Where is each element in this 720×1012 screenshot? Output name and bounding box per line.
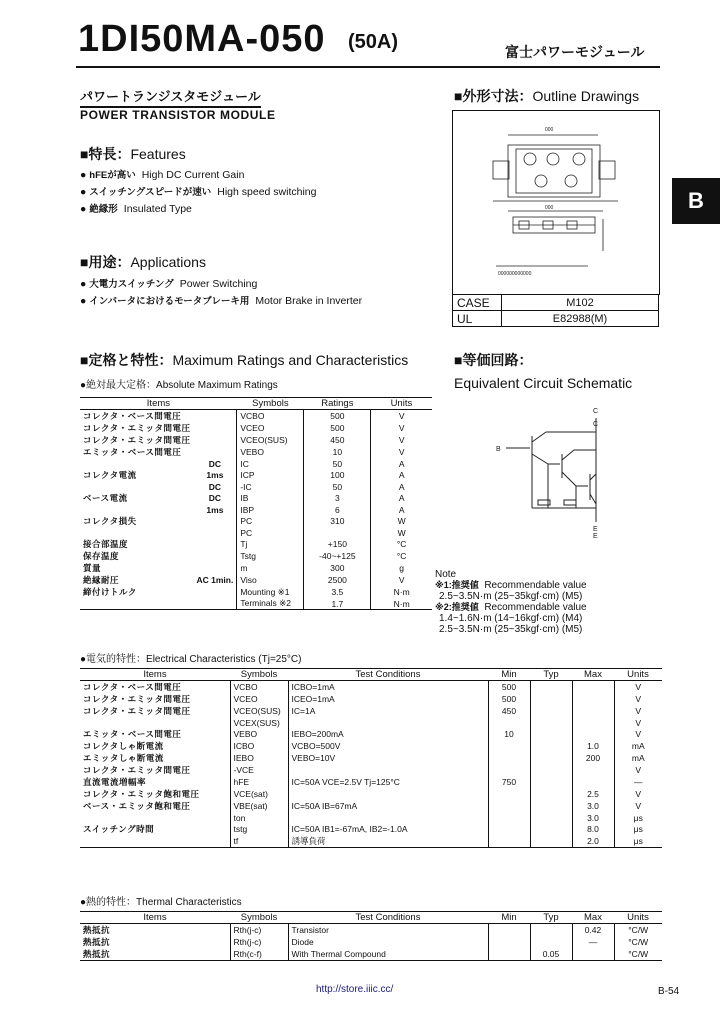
circuit-label: B (496, 446, 501, 453)
table-cell: hFE (230, 776, 288, 788)
table-cell: -IC (237, 481, 304, 492)
thermal-heading: ●熱的特性：Thermal Characteristics (80, 897, 242, 908)
table-cell: 6 (304, 504, 371, 515)
table-cell: V (614, 764, 662, 776)
table-cell: ベース・エミッタ飽和電圧 (83, 801, 191, 811)
circuit-svg (490, 404, 650, 544)
table-cell (288, 788, 488, 800)
abs-max-heading: ●絶対最大定格：Absolute Maximum Ratings (80, 380, 278, 391)
table-cell: 熱抵抗 (80, 948, 230, 961)
table-cell: 10 (488, 728, 530, 740)
notes: Note ※1:推奨値 Recommendable value 2.5~3.5N·m (25~35kgf·cm) (M5) ※2:推奨値 Recommendable value 1.4~1.6N·m (14~16kgf·cm) (M4) 2.5~3.5N·m (25~35kgf·cm) (M5) (435, 569, 587, 635)
table-cell: 3.5 (304, 586, 371, 598)
table-row (80, 458, 432, 469)
table-cell (194, 550, 237, 562)
table-cell: Tj (237, 538, 304, 550)
table-cell: A (371, 469, 432, 481)
table-cell: コレクタ・ベース間電圧 (83, 682, 182, 692)
table-row (80, 562, 432, 574)
table-cell: mA (614, 752, 662, 764)
table-cell (194, 515, 237, 527)
table-cell: μs (614, 835, 662, 848)
table-cell: エミッタ・ベース間電圧 (83, 447, 182, 457)
table-cell: 200 (572, 752, 614, 764)
table-row (80, 835, 662, 848)
table-cell: With Thermal Compound (288, 948, 488, 961)
circuit-label: C (593, 408, 599, 415)
features-heading (80, 144, 186, 164)
electrical-table: Items Symbols Test Conditions Min Typ Max Units コレクタ・ベース間電圧 VCBO ICBO=1mA 500 V コレクタ・エミッタ間電圧 VCEO ICEO=1mA 500 V コレクタ・エミッタ間電圧 VCEO(SUS) IC=1A 450 V VCEX(SUS) V エミッタ・ベース間電圧 VEBO IEBO=200mA 10 V コレクタしゃ断電流 ICBO VCBO=500V 1.0 mA エミッタしゃ断電流 IEBO VEBO=10V 200 mA コレクタ・エミッタ間電圧 -VCE V 直流電流増幅率 hFE IC=50A VCE=2.5V Tj=125°C 750 — コレクタ・エミッタ飽和電圧 VCE(sat) 2.5 V ベース・エミッタ飽和電圧 VBE(sat) IC=50A IB=67mA 3.0 V ton 3.0 μs スイッチング時間 tstg IC=50A IB1=-67mA, IB2=-1.0A 8.0 μs tf 誘導負荷 2.0 μs (80, 668, 662, 848)
circuit-heading-jp: ■等価回路： (454, 352, 533, 368)
table-cell: ton (230, 812, 288, 823)
table-cell (530, 740, 572, 752)
table-row (80, 681, 662, 694)
table-cell: 接合部温度 (83, 539, 129, 549)
table-cell (194, 410, 237, 423)
table-cell: μs (614, 823, 662, 835)
table-cell: スイッチング時間 (83, 824, 155, 834)
table-cell (488, 717, 530, 728)
table-cell (530, 800, 572, 812)
table-cell (488, 800, 530, 812)
table-row (80, 776, 662, 788)
table-cell (530, 924, 572, 937)
table-cell: 500 (488, 693, 530, 705)
table-cell (572, 728, 614, 740)
table-cell: VEBO (230, 728, 288, 740)
svg-text:000: 000 (545, 205, 554, 211)
table-cell: — (614, 776, 662, 788)
table-cell: VCEO(SUS) (230, 705, 288, 717)
table-cell (488, 740, 530, 752)
table-cell: V (614, 693, 662, 705)
table-cell: DC (208, 493, 222, 503)
table-cell: Rth(j-c) (230, 924, 288, 937)
table-cell: 3 (304, 492, 371, 504)
outline-drawing (452, 110, 660, 295)
table-cell (530, 812, 572, 823)
table-cell: 1ms (206, 470, 224, 480)
table-cell: +150 (304, 538, 371, 550)
table-cell (488, 823, 530, 835)
table-cell: VEBO=10V (288, 752, 488, 764)
table-cell: 500 (488, 681, 530, 694)
table-cell: N·m (371, 598, 432, 610)
table-cell: tstg (230, 823, 288, 835)
table-cell: VCBO=500V (288, 740, 488, 752)
table-cell: ICP (237, 469, 304, 481)
page-number: B-54 (658, 986, 680, 997)
table-cell: IC=50A IB1=-67mA, IB2=-1.0A (288, 823, 488, 835)
table-cell: IC=50A VCE=2.5V Tj=125°C (288, 776, 488, 788)
table-cell: 310 (304, 515, 371, 527)
table-cell: エミッタしゃ断電流 (83, 753, 164, 763)
table-cell: 100 (304, 469, 371, 481)
electrical-heading: ●電気的特性：Electrical Characteristics (Tj=25°C) (80, 654, 302, 665)
table-row (80, 948, 662, 961)
table-cell (572, 776, 614, 788)
table-cell (572, 693, 614, 705)
table-row (80, 800, 662, 812)
table-row (80, 446, 432, 458)
table-cell: 2.0 (572, 835, 614, 848)
section-tab: B (672, 178, 720, 224)
applications-list (80, 276, 362, 310)
table-cell: DC (208, 458, 222, 469)
table-row (80, 752, 662, 764)
table-cell: 熱抵抗 (83, 925, 111, 935)
table-cell: °C (371, 538, 432, 550)
circuit-heading-en: Equivalent Circuit Schematic (454, 375, 633, 391)
footer-link[interactable]: http://store.iiic.cc/ (316, 984, 394, 995)
table-cell: 1.7 (304, 598, 371, 610)
table-cell: -40~+125 (304, 550, 371, 562)
table-row (80, 469, 432, 481)
table-cell (488, 924, 530, 937)
table-cell: V (371, 410, 432, 423)
table-cell: V (614, 788, 662, 800)
table-cell: ICBO=1mA (288, 681, 488, 694)
table-cell (194, 598, 237, 610)
table-cell: V (614, 717, 662, 728)
table-cell: VCBO (230, 681, 288, 694)
table-cell: V (371, 574, 432, 586)
applications-heading: ■用途：Applications (80, 254, 206, 270)
table-cell: IB (237, 492, 304, 504)
table-row (80, 538, 432, 550)
table-cell: — (572, 936, 614, 948)
table-row (80, 598, 432, 610)
table-cell (194, 434, 237, 446)
table-cell: ICBO (230, 740, 288, 752)
table-row (80, 515, 432, 527)
table-cell: N·m (371, 586, 432, 598)
table-cell: 0.05 (530, 948, 572, 961)
features-list (80, 167, 316, 218)
table-cell: ICEO=1mA (288, 693, 488, 705)
table-cell (304, 527, 371, 538)
table-cell: Viso (237, 574, 304, 586)
table-cell: V (371, 446, 432, 458)
thermal-table: Items Symbols Test Conditions Min Typ Max Units 熱抵抗 Rth(j-c) Transistor 0.42 °C/W 熱抵抗 Rth(j-c) Diode — °C/W 熱抵抗 Rth(c-f) With Thermal Compound 0.05 °C/W (80, 911, 662, 961)
svg-text:000000000000: 000000000000 (498, 271, 532, 277)
table-cell: VBE(sat) (230, 800, 288, 812)
table-cell: VCE(sat) (230, 788, 288, 800)
table-cell (288, 717, 488, 728)
table-cell (80, 812, 230, 823)
table-cell: W (371, 527, 432, 538)
table-cell: 1.0 (572, 740, 614, 752)
table-row (80, 422, 432, 434)
table-cell: 2500 (304, 574, 371, 586)
table-cell: 50 (304, 481, 371, 492)
table-cell: 保存温度 (83, 551, 120, 561)
table-cell (488, 936, 530, 948)
table-cell: Rth(j-c) (230, 936, 288, 948)
table-cell (80, 598, 194, 610)
table-cell: V (371, 434, 432, 446)
table-cell: 絶縁耐圧 (83, 575, 120, 585)
table-cell: V (614, 728, 662, 740)
table-cell (530, 752, 572, 764)
features-heading-jp: ■特長： (80, 146, 131, 162)
table-row (80, 740, 662, 752)
table-cell (288, 812, 488, 823)
table-cell (572, 705, 614, 717)
table-cell (488, 812, 530, 823)
table-cell (572, 764, 614, 776)
table-cell: A (371, 504, 432, 515)
table-cell: ベース電流 (83, 493, 128, 503)
table-cell (530, 681, 572, 694)
ratings-table: Items Symbols Ratings Units コレクタ・ベース間電圧 VCBO 500 V コレクタ・エミッタ間電圧 VCEO 500 V コレクタ・エミッタ間電圧 VCEO(SUS) 450 V エミッタ・ベース間電圧 VEBO 10 V DC IC 50 A コレクタ電流 1ms ICP 100 A DC -IC 50 A ベース電流 DC IB 3 A 1ms IBP 6 A コレクタ損失 PC 310 W PC W 接合部温度 Tj +150 °C 保存温度 Tstg -40~+125 °C 質量 m 300 g 絶縁耐圧 AC 1min. Viso 2500 V 締付けトルク Mounting ※1 3.5 N·m Terminals ※2 1.7 N·m (80, 397, 432, 610)
table-row (80, 693, 662, 705)
maker-name: 富士パワーモジュール (505, 44, 645, 60)
list-item: ● スイッチングスピードが速い High speed switching (80, 186, 317, 198)
table-cell: 3.0 (572, 812, 614, 823)
table-cell: 450 (304, 434, 371, 446)
table-cell (488, 835, 530, 848)
table-cell: 10 (304, 446, 371, 458)
table-cell (530, 705, 572, 717)
table-cell (194, 562, 237, 574)
list-item: ● インバータにおけるモータブレーキ用 Motor Brake in Inverter (80, 295, 363, 307)
table-cell (488, 764, 530, 776)
table-cell: g (371, 562, 432, 574)
table-cell (80, 458, 194, 469)
case-table: CASE M102 UL E82988(M) (452, 294, 659, 327)
table-cell: V (614, 800, 662, 812)
table-cell: 誘導負荷 (288, 835, 488, 848)
table-cell: VCEO(SUS) (237, 434, 304, 446)
table-row (80, 434, 432, 446)
table-cell (530, 823, 572, 835)
table-row (80, 586, 432, 598)
table-cell: Mounting ※1 (237, 586, 304, 598)
product-title-en: POWER TRANSISTOR MODULE (80, 108, 276, 122)
equivalent-circuit (490, 404, 650, 549)
table-cell: DC (208, 481, 222, 492)
table-cell: V (371, 422, 432, 434)
table-cell: Tstg (237, 550, 304, 562)
table-cell (80, 481, 194, 492)
table-cell (194, 446, 237, 458)
table-cell: 50 (304, 458, 371, 469)
table-cell (488, 752, 530, 764)
table-cell: コレクタしゃ断電流 (83, 741, 164, 751)
table-row (80, 728, 662, 740)
table-cell (488, 948, 530, 961)
table-cell (288, 764, 488, 776)
table-cell: 300 (304, 562, 371, 574)
outline-heading: ■外形寸法：Outline Drawings (454, 88, 640, 104)
table-row (80, 717, 662, 728)
table-cell: 8.0 (572, 823, 614, 835)
part-number: 1DI50MA-050 (78, 18, 326, 60)
table-cell: A (371, 481, 432, 492)
table-cell: Rth(c-f) (230, 948, 288, 961)
table-cell (572, 681, 614, 694)
table-cell (530, 788, 572, 800)
table-cell: IEBO (230, 752, 288, 764)
table-cell: コレクタ・エミッタ間電圧 (83, 706, 191, 716)
current-rating: (50A) (348, 31, 399, 53)
title-divider (76, 66, 660, 68)
table-cell: μs (614, 812, 662, 823)
table-row (80, 527, 432, 538)
svg-text:000: 000 (545, 127, 554, 133)
table-cell: V (614, 705, 662, 717)
table-cell: Terminals ※2 (237, 598, 304, 610)
table-cell: A (371, 458, 432, 469)
table-cell (488, 788, 530, 800)
circuit-label: E (593, 526, 598, 533)
table-cell (194, 538, 237, 550)
table-cell: 熱抵抗 (83, 937, 111, 947)
table-row (80, 764, 662, 776)
ratings-heading: ■定格と特性：Maximum Ratings and Characteristics (80, 352, 409, 368)
outline-drawing-svg (453, 111, 659, 295)
table-cell (80, 527, 194, 538)
table-cell: 0.42 (572, 924, 614, 937)
table-cell (530, 693, 572, 705)
table-cell: VCBO (237, 410, 304, 423)
table-cell: コレクタ・エミッタ間電圧 (83, 765, 191, 775)
table-cell: °C/W (614, 924, 662, 937)
circuit-label: E (593, 533, 598, 540)
table-cell: VEBO (237, 446, 304, 458)
table-cell (572, 717, 614, 728)
table-cell: IC (237, 458, 304, 469)
table-cell: コレクタ・エミッタ飽和電圧 (83, 789, 200, 799)
table-row (80, 812, 662, 823)
list-item: ● hFEが高い High DC Current Gain (80, 169, 245, 181)
table-cell: W (371, 515, 432, 527)
table-cell: °C (371, 550, 432, 562)
table-cell: Transistor (288, 924, 488, 937)
table-cell: °C/W (614, 936, 662, 948)
table-cell: Diode (288, 936, 488, 948)
table-cell (530, 717, 572, 728)
features-heading-en: Features (130, 146, 186, 162)
table-cell (194, 422, 237, 434)
product-title-jp: パワートランジスタモジュール (80, 86, 261, 108)
table-cell (530, 728, 572, 740)
table-row (80, 705, 662, 717)
table-cell: IC=50A IB=67mA (288, 800, 488, 812)
table-cell: コレクタ・エミッタ間電圧 (83, 694, 191, 704)
table-cell (80, 504, 194, 515)
table-cell (530, 764, 572, 776)
table-row (80, 574, 432, 586)
list-item: ● 絶縁形 Insulated Type (80, 203, 192, 215)
table-cell (80, 835, 230, 848)
table-cell (80, 717, 230, 728)
table-cell: mA (614, 740, 662, 752)
table-cell: コレクタ・ベース間電圧 (83, 411, 182, 421)
table-cell: 500 (304, 410, 371, 423)
table-cell: m (237, 562, 304, 574)
table-cell (194, 586, 237, 598)
table-cell: °C/W (614, 948, 662, 961)
table-cell: IC=1A (288, 705, 488, 717)
table-cell: 1ms (206, 504, 224, 515)
table-cell: 750 (488, 776, 530, 788)
table-row (80, 788, 662, 800)
table-cell: IEBO=200mA (288, 728, 488, 740)
table-cell: 450 (488, 705, 530, 717)
table-cell: AC 1min. (196, 575, 234, 585)
table-cell: -VCE (230, 764, 288, 776)
table-cell: エミッタ・ベース間電圧 (83, 729, 182, 739)
table-cell: tf (230, 835, 288, 848)
circuit-label: C (593, 421, 599, 428)
table-cell: コレクタ・エミッタ間電圧 (83, 423, 191, 433)
table-cell: コレクタ電流 (83, 470, 137, 480)
table-cell: VCEX(SUS) (230, 717, 288, 728)
table-cell: 2.5 (572, 788, 614, 800)
table-cell: PC (237, 527, 304, 538)
table-row (80, 492, 432, 504)
table-row (80, 504, 432, 515)
table-row (80, 924, 662, 937)
table-row (80, 823, 662, 835)
table-cell (572, 948, 614, 961)
table-cell: IBP (237, 504, 304, 515)
table-cell: A (371, 492, 432, 504)
list-item: ● 大電力スイッチング Power Switching (80, 278, 258, 290)
table-cell: 3.0 (572, 800, 614, 812)
table-cell: VCEO (237, 422, 304, 434)
table-cell: PC (237, 515, 304, 527)
table-cell (530, 835, 572, 848)
table-cell: 500 (304, 422, 371, 434)
table-cell: 質量 (83, 563, 102, 573)
table-row (80, 550, 432, 562)
table-cell (194, 527, 237, 538)
table-cell (530, 776, 572, 788)
table-cell: コレクタ損失 (83, 516, 137, 526)
table-cell: コレクタ・エミッタ間電圧 (83, 435, 191, 445)
table-cell: VCEO (230, 693, 288, 705)
table-cell: V (614, 681, 662, 694)
table-row (80, 410, 432, 423)
table-cell: 締付けトルク (83, 587, 137, 597)
table-row (80, 936, 662, 948)
table-cell (530, 936, 572, 948)
table-row (80, 481, 432, 492)
table-cell: 直流電流増幅率 (83, 777, 147, 787)
